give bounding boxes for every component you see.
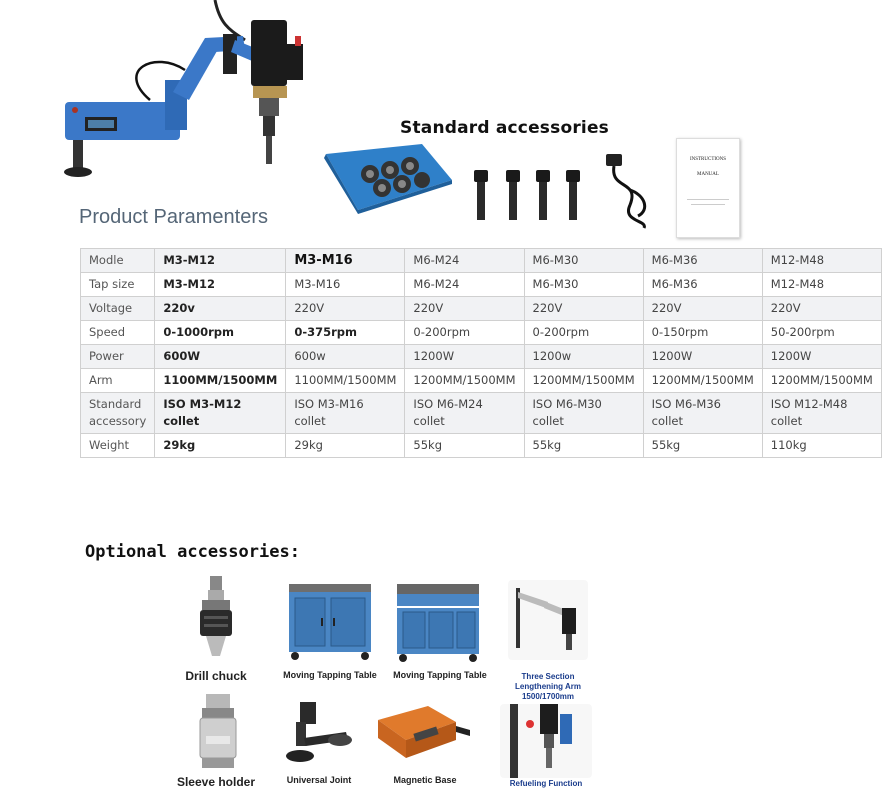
table-cell: 1200MM/1500MM [762, 369, 881, 393]
table-cell: 600w [286, 345, 405, 369]
table-row [81, 369, 882, 393]
table-cell: ISO M6-M24 collet [405, 393, 524, 434]
row-label: Standard accessory [81, 393, 155, 434]
table-cell: 1100MM/1500MM [155, 369, 286, 393]
product-parameters-title: Product Paramenters [79, 206, 268, 228]
table-row [81, 249, 882, 273]
standard-accessories-title: Standard accessories [400, 118, 609, 138]
table-cell: 1100MM/1500MM [286, 369, 405, 393]
table-cell: 220V [524, 297, 643, 321]
table-row [81, 273, 882, 297]
table-cell: M12-M48 [762, 273, 881, 297]
table-cell: ISO M6-M30 collet [524, 393, 643, 434]
table-cell: 0-1000rpm [155, 321, 286, 345]
table-cell: 55kg [524, 434, 643, 458]
table-cell: 1200MM/1500MM [643, 369, 762, 393]
table-cell: M3-M16 [286, 249, 405, 273]
table-cell: M6-M36 [643, 249, 762, 273]
table-cell: ISO M6-M36 collet [643, 393, 762, 434]
power-cable-image [600, 150, 660, 230]
table-cell: 29kg [155, 434, 286, 458]
row-label: Modle [81, 249, 155, 273]
table-cell: 55kg [405, 434, 524, 458]
drill-chuck-image [196, 576, 236, 666]
drill-chuck-label: Drill chuck [185, 669, 247, 683]
table-cell: 1200W [405, 345, 524, 369]
table-cell: M12-M48 [762, 249, 881, 273]
manual-title-text: INSTRUCTIONS [689, 157, 727, 162]
table-row [81, 393, 882, 434]
magnetic-base-label: Magnetic Base [393, 775, 457, 785]
table-row [81, 345, 882, 369]
table-row [81, 321, 882, 345]
table-cell: 220V [286, 297, 405, 321]
table-cell: 0-150rpm [643, 321, 762, 345]
table-cell: M6-M24 [405, 273, 524, 297]
table-cell: 0-375rpm [286, 321, 405, 345]
table-cell: 1200MM/1500MM [405, 369, 524, 393]
row-label: Power [81, 345, 155, 369]
table-cell: M3-M16 [286, 273, 405, 297]
table-cell: 600W [155, 345, 286, 369]
row-label: Arm [81, 369, 155, 393]
manual-subtitle-text: MANUAL [697, 172, 719, 177]
moving-tapping-table-image [285, 580, 375, 662]
row-label: Weight [81, 434, 155, 458]
magnetic-base-image [372, 700, 472, 764]
table-cell: 50-200rpm [762, 321, 881, 345]
tool-case-image [318, 140, 456, 214]
moving-tapping-table-label: Moving Tapping Table [283, 670, 377, 680]
table-cell: M6-M36 [643, 273, 762, 297]
sleeve-holder-label: Sleeve holder [176, 775, 256, 789]
table-cell: M3-M12 [155, 273, 286, 297]
table-cell: M6-M24 [405, 249, 524, 273]
table-cell: 1200W [643, 345, 762, 369]
table-cell: 29kg [286, 434, 405, 458]
refueling-function-label: Refueling Function [509, 779, 583, 788]
table-cell: 0-200rpm [405, 321, 524, 345]
lengthening-arm-label [496, 672, 600, 702]
table-cell: M6-M30 [524, 249, 643, 273]
row-label: Tap size [81, 273, 155, 297]
refueling-function-image [500, 704, 592, 778]
lengthening-arm-image [508, 580, 588, 660]
optional-accessories-title: Optional accessories: [85, 542, 300, 562]
table-cell: 220V [762, 297, 881, 321]
parameters-table [80, 248, 882, 458]
moving-tapping-table-label: Moving Tapping Table [393, 670, 487, 680]
table-cell: 55kg [643, 434, 762, 458]
table-cell: M6-M30 [524, 273, 643, 297]
universal-joint-image [276, 698, 356, 766]
table-cell: 1200W [762, 345, 881, 369]
table-cell: 1200w [524, 345, 643, 369]
row-label: Voltage [81, 297, 155, 321]
table-row [81, 434, 882, 458]
table-cell: ISO M3-M12 collet [155, 393, 286, 434]
table-cell: M3-M12 [155, 249, 286, 273]
lengthening-arm-label-line1: Three Section [521, 672, 575, 681]
manual-image [676, 138, 740, 238]
table-cell: 220V [405, 297, 524, 321]
table-cell: ISO M12-M48 collet [762, 393, 881, 434]
universal-joint-label: Universal Joint [286, 775, 352, 785]
table-cell: ISO M3-M16 collet [286, 393, 405, 434]
table-cell: 220V [643, 297, 762, 321]
row-label: Speed [81, 321, 155, 345]
tapping-machine-image [55, 0, 325, 200]
table-cell: 1200MM/1500MM [524, 369, 643, 393]
bolts-image [468, 170, 588, 222]
moving-tapping-table-image [393, 582, 483, 662]
table-cell: 0-200rpm [524, 321, 643, 345]
table-cell: 220v [155, 297, 286, 321]
sleeve-holder-image [196, 692, 240, 772]
table-cell: 110kg [762, 434, 881, 458]
lengthening-arm-label-line2: Lengthening Arm [515, 682, 581, 691]
table-row [81, 297, 882, 321]
lengthening-arm-label-line3: 1500/1700mm [521, 692, 575, 701]
